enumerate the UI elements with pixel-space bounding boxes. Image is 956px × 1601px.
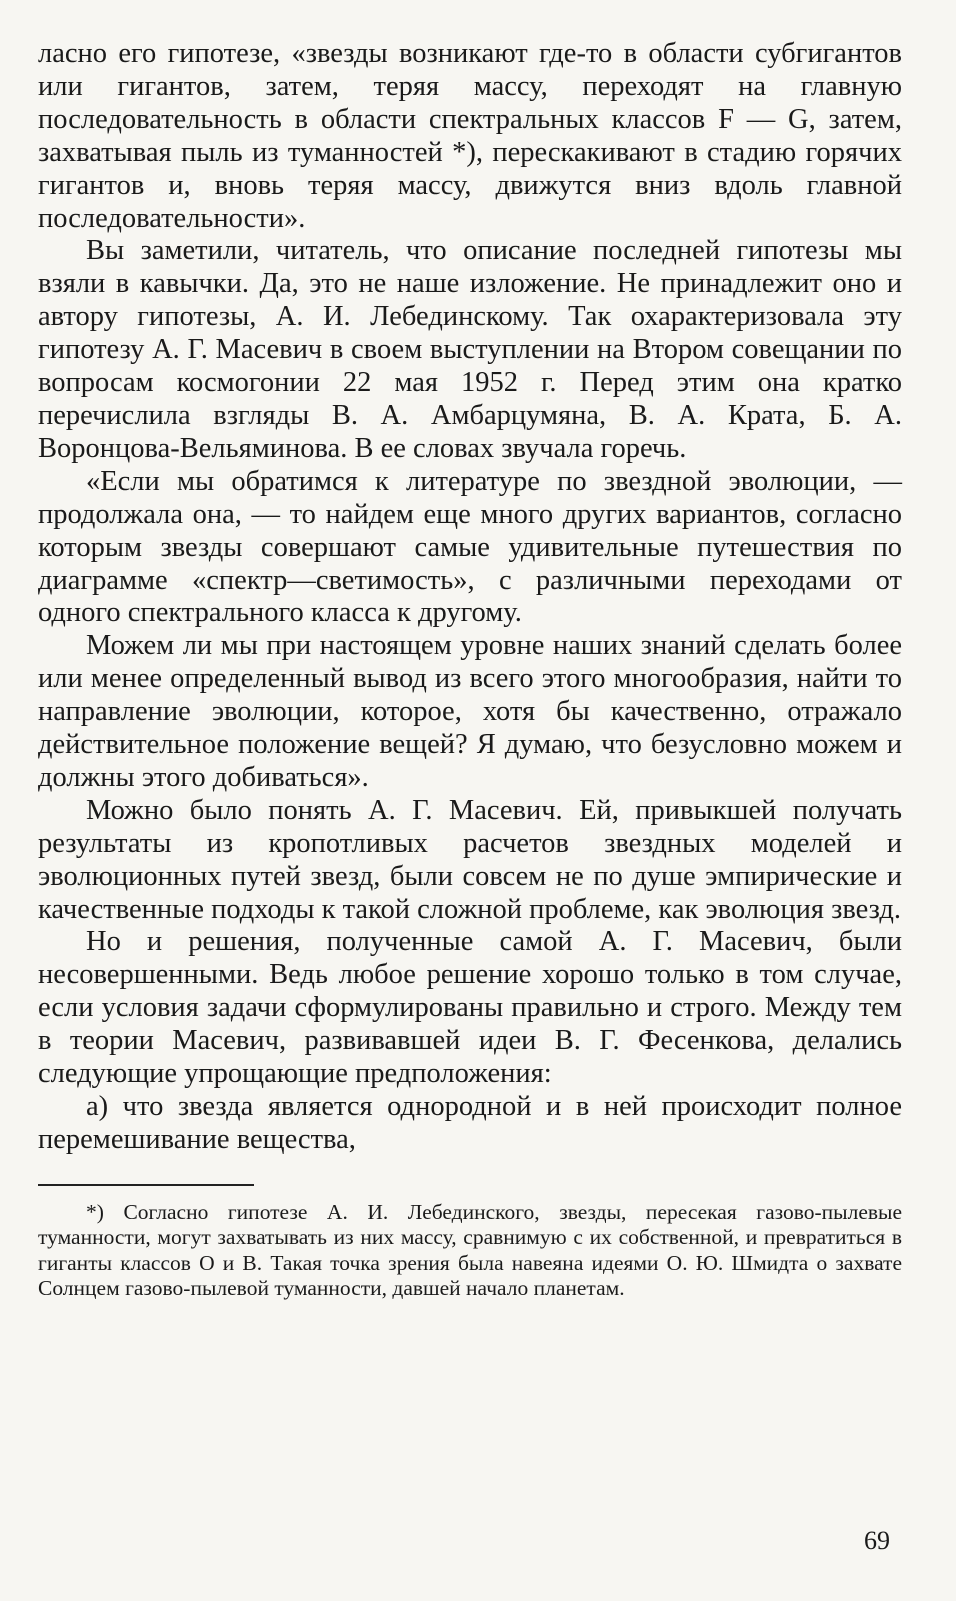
paragraph-quote-end: Можем ли мы при настоящем уровне наших знаний сделать более или менее определенный вывод из всего этого многообразия, найти то направление эволюции, которое, хотя бы качественно, отражало действительное положение вещей? Я думаю, что безусловно можем и должны этого добиваться». — [38, 630, 902, 793]
page-number: 69 — [864, 1526, 890, 1555]
paragraph-quotes-remark: Вы заметили, читатель, что описание последней гипотезы мы взяли в кавычки. Да, это не наше изложение. Не принадлежит оно и автору гипотезы, А. И. Лебединскому. Так охарактеризовала эту гипотезу А. Г. Масевич в своем выступлении на Втором совещании по вопросам космогонии 22 мая 1952 г. Перед этим она кратко перечислила взгляды В. А. Амбарцумяна, В. А. Крата, Б. А. Воронцова-Вельяминова. В ее словах звучала горечь. — [38, 235, 902, 464]
footnote-divider — [38, 1184, 254, 1186]
paragraph-solutions: Но и решения, полученные самой А. Г. Масевич, были несовершенными. Ведь любое решение хорошо только в том случае, если условия задачи сформулированы правильно и строго. Между тем в теории Масевич, развивавшей идеи В. Г. Фесенкова, делались следующие упрощающие предположения: — [38, 926, 902, 1090]
paragraph-quote-start: «Если мы обратимся к литературе по звездной эволюции, — продолжала она, — то найдем еще много других вариантов, согласно которым звезды совершают самые удивительные путешествия по диаграмме «спектр—светимость», с различными переходами от одного спектрального класса к другому. — [38, 465, 902, 629]
page-body — [38, 38, 902, 1301]
footnote: *) Согласно гипотезе А. И. Лебединского, звезды, пересекая газово-пылевые туманности, могут захватывать из них массу, сравнимую с их собственной, и превратиться в гиганты классов О и В. Такая точка зрения была навеяна идеями О. Ю. Шмидта о захвате Солнцем газово-пылевой туманности, давшей начало планетам. — [38, 1199, 902, 1301]
paragraph-continuation: ласно его гипотезе, «звезды возникают где-то в области субгигантов или гигантов, затем, теряя массу, переходят на главную последовательность в области спектральных классов F — G, затем, захватывая пыль из туманностей *), перескакивают в стадию горячих гигантов и, вновь теряя массу, движутся вниз вдоль главной последовательности». — [38, 38, 902, 234]
paragraph-masevich: Можно было понять А. Г. Масевич. Ей, привыкшей получать результаты из кропотливых расчетов звездных моделей и эволюционных путей звезд, были совсем не по душе эмпирические и качественные подходы к такой сложной проблеме, как эволюция звезд. — [38, 794, 902, 925]
list-item-a: а) что звезда является однородной и в ней происходит полное перемешивание вещества, — [38, 1091, 902, 1155]
